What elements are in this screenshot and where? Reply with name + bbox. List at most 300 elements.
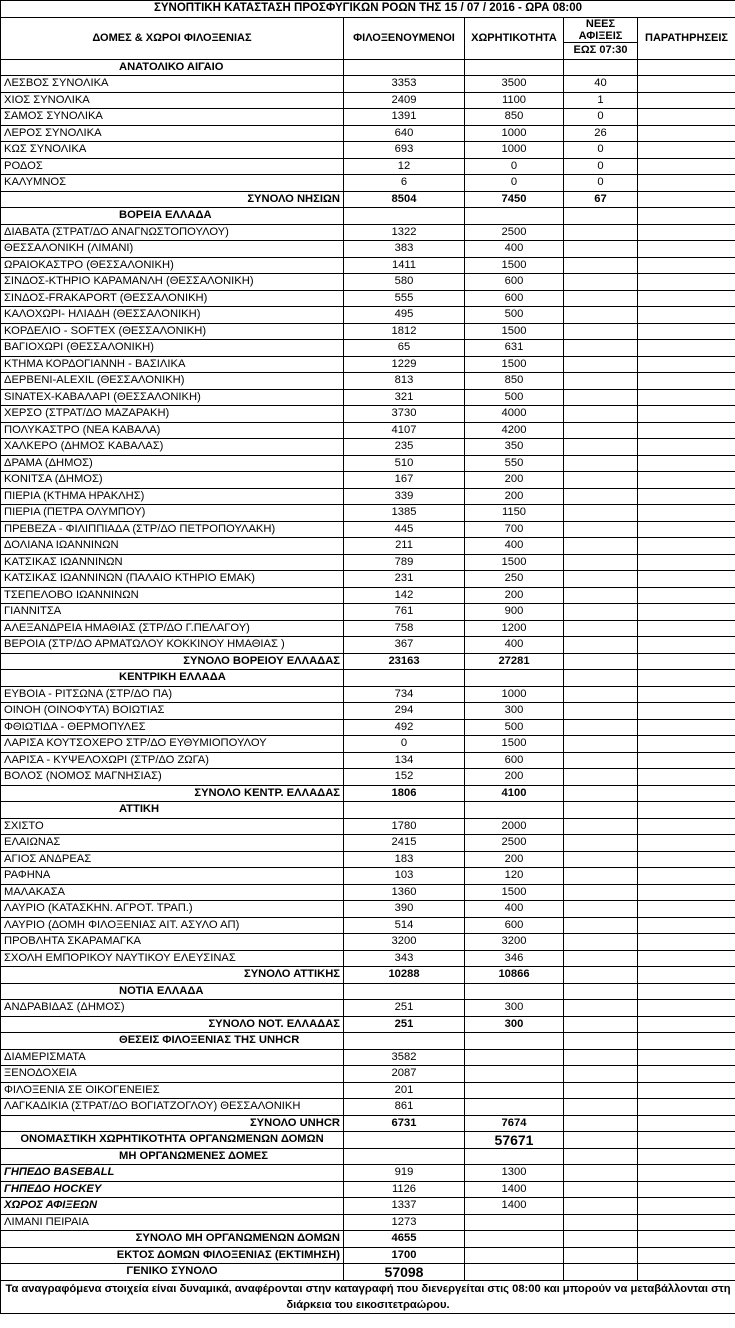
- hosted-value: 3730: [344, 406, 465, 423]
- table-row: [1, 109, 735, 126]
- hosted-value: 251: [344, 1016, 465, 1033]
- table-row: [1, 356, 735, 373]
- structure-name: ΔΕΡΒΕΝΙ-ALEXIL (ΘΕΣΣΑΛΟΝΙΚΗ): [1, 373, 344, 390]
- hosted-value: [344, 670, 465, 687]
- hosted-value: 383: [344, 241, 465, 258]
- structure-name: ΛΕΡΟΣ ΣΥΝΟΛΙΚΑ: [1, 125, 344, 142]
- table-row: [1, 769, 735, 786]
- new-arrivals-value: 1: [564, 92, 638, 109]
- capacity-value: 7450: [465, 191, 564, 208]
- hosted-value: 23163: [344, 653, 465, 670]
- new-arrivals-value: [564, 538, 638, 555]
- table-row: [1, 571, 735, 588]
- capacity-value: 350: [465, 439, 564, 456]
- structure-name: ΠΙΕΡΙΑ (ΠΕΤΡΑ ΟΛΥΜΠΟΥ): [1, 505, 344, 522]
- remarks-value: [638, 538, 735, 555]
- capacity-value: 1500: [465, 257, 564, 274]
- new-arrivals-value: [564, 323, 638, 340]
- table-row: [1, 752, 735, 769]
- structure-name: ΤΣΕΠΕΛΟΒΟ ΙΩΑΝΝΙΝΩΝ: [1, 587, 344, 604]
- hosted-value: 1126: [344, 1181, 465, 1198]
- table-row: [1, 373, 735, 390]
- capacity-value: 300: [465, 703, 564, 720]
- table-row: [1, 818, 735, 835]
- capacity-value: [465, 1231, 564, 1248]
- structure-name: ΠΟΛΥΚΑΣΤΡΟ (ΝΕΑ ΚΑΒΑΛΑ): [1, 422, 344, 439]
- remarks-value: [638, 653, 735, 670]
- hosted-value: [344, 802, 465, 819]
- hosted-value: 367: [344, 637, 465, 654]
- new-arrivals-value: [564, 719, 638, 736]
- remarks-value: [638, 191, 735, 208]
- new-arrivals-value: [564, 472, 638, 489]
- remarks-value: [638, 76, 735, 93]
- remarks-value: [638, 373, 735, 390]
- new-arrivals-value: 0: [564, 109, 638, 126]
- structure-name: ΕΥΒΟΙΑ - ΡΙΤΣΩΝΑ (ΣΤΡ/ΔΟ ΠΑ): [1, 686, 344, 703]
- remarks-value: [638, 175, 735, 192]
- total-row: [1, 967, 735, 984]
- new-arrivals-value: [564, 488, 638, 505]
- hosted-value: 1229: [344, 356, 465, 373]
- remarks-value: [638, 587, 735, 604]
- table-row: [1, 554, 735, 571]
- structure-name: ΣΥΝΟΛΟ ΚΕΝΤΡ. ΕΛΛΑΔΑΣ: [1, 785, 344, 802]
- hosted-value: 492: [344, 719, 465, 736]
- remarks-value: [638, 521, 735, 538]
- capacity-value: [465, 983, 564, 1000]
- hosted-value: 201: [344, 1082, 465, 1099]
- capacity-value: 400: [465, 241, 564, 258]
- new-arrivals-value: [564, 785, 638, 802]
- table-row: [1, 323, 735, 340]
- header-structures: ΔΟΜΕΣ & ΧΩΡΟΙ ΦΙΛΟΞΕΝΙΑΣ: [1, 18, 344, 60]
- remarks-value: [638, 274, 735, 291]
- structure-name: ΜΗ ΟΡΓΑΝΩΜΕΝΕΣ ΔΟΜΕΣ: [1, 1148, 344, 1165]
- remarks-value: [638, 917, 735, 934]
- section-header-row: [1, 1148, 735, 1165]
- title-row: [1, 1, 735, 18]
- remarks-value: [638, 620, 735, 637]
- new-arrivals-value: [564, 340, 638, 357]
- structure-name: ΣΧΟΛΗ ΕΜΠΟΡΙΚΟΥ ΝΑΥΤΙΚΟΥ ΕΛΕΥΣΙΝΑΣ: [1, 950, 344, 967]
- new-arrivals-value: [564, 835, 638, 852]
- capacity-value: 600: [465, 274, 564, 291]
- capacity-value: 200: [465, 488, 564, 505]
- table-row: [1, 274, 735, 291]
- new-arrivals-value: [564, 1181, 638, 1198]
- hosted-value: 510: [344, 455, 465, 472]
- hosted-value: 1780: [344, 818, 465, 835]
- new-arrivals-value: [564, 257, 638, 274]
- capacity-value: [465, 1264, 564, 1281]
- new-arrivals-value: [564, 455, 638, 472]
- hosted-value: 57098: [344, 1264, 465, 1281]
- new-arrivals-value: 67: [564, 191, 638, 208]
- remarks-value: [638, 340, 735, 357]
- capacity-value: 1000: [465, 125, 564, 142]
- table-row: [1, 290, 735, 307]
- structure-name: ΛΑΡΙΣΑ - ΚΥΨΕΛΟΧΩΡΙ (ΣΤΡ/ΔΟ ΖΩΓΑ): [1, 752, 344, 769]
- new-arrivals-value: [564, 917, 638, 934]
- new-arrivals-value: [564, 505, 638, 522]
- remarks-value: [638, 257, 735, 274]
- structure-name: ΛΑΥΡΙΟ (ΚΑΤΑΣΚΗΝ. ΑΓΡΟΤ. ΤΡΑΠ.): [1, 901, 344, 918]
- structure-name: ΕΚΤΟΣ ΔΟΜΩΝ ΦΙΛΟΞΕΝΙΑΣ (ΕΚΤΙΜΗΣΗ): [1, 1247, 344, 1264]
- remarks-value: [638, 208, 735, 225]
- hosted-value: 134: [344, 752, 465, 769]
- new-arrivals-value: [564, 736, 638, 753]
- section-header-row: [1, 670, 735, 687]
- remarks-value: [638, 389, 735, 406]
- capacity-value: [465, 1033, 564, 1050]
- structure-name: ΓΙΑΝΝΙΤΣΑ: [1, 604, 344, 621]
- table-row: [1, 1000, 735, 1017]
- remarks-value: [638, 802, 735, 819]
- table-row: [1, 488, 735, 505]
- remarks-value: [638, 1247, 735, 1264]
- new-arrivals-value: [564, 274, 638, 291]
- structure-name: ΣΥΝΟΛΟ UNHCR: [1, 1115, 344, 1132]
- footer-row: [1, 1280, 735, 1313]
- hosted-value: 1806: [344, 785, 465, 802]
- capacity-value: 4200: [465, 422, 564, 439]
- remarks-value: [638, 488, 735, 505]
- new-arrivals-value: [564, 967, 638, 984]
- structure-name: ΣΧΙΣΤΟ: [1, 818, 344, 835]
- total-row: [1, 1016, 735, 1033]
- new-arrivals-value: [564, 934, 638, 951]
- structure-name: ΣΥΝΟΛΟ ΑΤΤΙΚΗΣ: [1, 967, 344, 984]
- hosted-value: 693: [344, 142, 465, 159]
- section-header-row: [1, 983, 735, 1000]
- new-arrivals-value: [564, 1165, 638, 1182]
- structure-name: ΧΕΡΣΟ (ΣΤΡΑΤ/ΔΟ ΜΑΖΑΡΑΚΗ): [1, 406, 344, 423]
- new-arrivals-value: [564, 389, 638, 406]
- remarks-value: [638, 983, 735, 1000]
- remarks-value: [638, 142, 735, 159]
- remarks-value: [638, 439, 735, 456]
- structure-name: ΛΕΣΒΟΣ ΣΥΝΟΛΙΚΑ: [1, 76, 344, 93]
- capacity-value: 1000: [465, 142, 564, 159]
- table-row: [1, 125, 735, 142]
- structure-name: ΔΡΑΜΑ (ΔΗΜΟΣ): [1, 455, 344, 472]
- structure-name: ΣΥΝΟΛΟ ΒΟΡΕΙΟΥ ΕΛΛΑΔΑΣ: [1, 653, 344, 670]
- remarks-value: [638, 703, 735, 720]
- structure-name: ΔΙΑΒΑΤΑ (ΣΤΡΑΤ/ΔΟ ΑΝΑΓΝΩΣΤΟΠΟΥΛΟΥ): [1, 224, 344, 241]
- remarks-value: [638, 1214, 735, 1231]
- table-row: [1, 1082, 735, 1099]
- structure-name: ΒΑΓΙΟΧΩΡΙ (ΘΕΣΣΑΛΟΝΙΚΗ): [1, 340, 344, 357]
- capacity-value: [465, 1247, 564, 1264]
- hosted-value: 1391: [344, 109, 465, 126]
- new-arrivals-value: [564, 1264, 638, 1281]
- remarks-value: [638, 1132, 735, 1149]
- table-row: [1, 1214, 735, 1231]
- capacity-value: 10866: [465, 967, 564, 984]
- table-row: [1, 521, 735, 538]
- new-arrivals-value: [564, 818, 638, 835]
- hosted-value: 813: [344, 373, 465, 390]
- hosted-value: 235: [344, 439, 465, 456]
- structure-name: ΟΝΟΜΑΣΤΙΚΗ ΧΩΡΗΤΙΚΟΤΗΤΑ ΟΡΓΑΝΩΜΕΝΩΝ ΔΟΜΩΝ: [1, 1132, 344, 1149]
- hosted-value: 10288: [344, 967, 465, 984]
- capacity-value: [465, 802, 564, 819]
- hosted-value: [344, 59, 465, 76]
- table-row: [1, 736, 735, 753]
- hosted-value: 1322: [344, 224, 465, 241]
- capacity-value: 850: [465, 109, 564, 126]
- remarks-value: [638, 323, 735, 340]
- new-arrivals-value: [564, 901, 638, 918]
- capacity-value: 300: [465, 1000, 564, 1017]
- table-row: [1, 1066, 735, 1083]
- new-arrivals-value: [564, 307, 638, 324]
- hosted-value: 231: [344, 571, 465, 588]
- hosted-value: 294: [344, 703, 465, 720]
- capacity-value: 700: [465, 521, 564, 538]
- remarks-value: [638, 1264, 735, 1281]
- table-row: [1, 92, 735, 109]
- hosted-value: 580: [344, 274, 465, 291]
- hosted-value: 3582: [344, 1049, 465, 1066]
- total-row: [1, 1231, 735, 1248]
- hosted-value: 640: [344, 125, 465, 142]
- new-arrivals-value: [564, 1247, 638, 1264]
- section-header-row: [1, 208, 735, 225]
- capacity-value: 27281: [465, 653, 564, 670]
- remarks-value: [638, 158, 735, 175]
- remarks-value: [638, 1033, 735, 1050]
- capacity-value: 200: [465, 587, 564, 604]
- header-remarks: ΠΑΡΑΤΗΡΗΣΕΙΣ: [638, 18, 735, 60]
- new-arrivals-value: [564, 439, 638, 456]
- structure-name: ΚΤΗΜΑ ΚΟΡΔΟΓΙΑΝΝΗ - ΒΑΣΙΛΙΚΑ: [1, 356, 344, 373]
- table-row: [1, 637, 735, 654]
- capacity-value: [465, 59, 564, 76]
- remarks-value: [638, 1148, 735, 1165]
- capacity-value: 600: [465, 290, 564, 307]
- new-arrivals-value: [564, 1000, 638, 1017]
- footer-note: Τα αναγραφόμενα στοιχεία είναι δυναμικά, αναφέρονται στην καταγραφή που διενεργείται στις 08:00 και μπορούν να μεταβάλλονται στη διάρκεια του εικοσιτετραώρου.: [1, 1280, 735, 1313]
- table-row: [1, 389, 735, 406]
- table-row: [1, 587, 735, 604]
- new-arrivals-value: [564, 983, 638, 1000]
- hosted-value: 0: [344, 736, 465, 753]
- remarks-value: [638, 1099, 735, 1116]
- hosted-value: [344, 983, 465, 1000]
- capacity-value: 500: [465, 307, 564, 324]
- hosted-value: 12: [344, 158, 465, 175]
- capacity-value: 400: [465, 637, 564, 654]
- new-arrivals-value: [564, 224, 638, 241]
- hosted-value: 6731: [344, 1115, 465, 1132]
- table-row: [1, 719, 735, 736]
- table-row: [1, 505, 735, 522]
- new-arrivals-value: [564, 1049, 638, 1066]
- capacity-value: 57671: [465, 1132, 564, 1149]
- capacity-value: 1200: [465, 620, 564, 637]
- remarks-value: [638, 571, 735, 588]
- hosted-value: 1360: [344, 884, 465, 901]
- capacity-value: 400: [465, 901, 564, 918]
- structure-name: ΒΟΛΟΣ (ΝΟΜΟΣ ΜΑΓΝΗΣΙΑΣ): [1, 769, 344, 786]
- new-arrivals-value: [564, 1214, 638, 1231]
- remarks-value: [638, 1049, 735, 1066]
- new-arrivals-value: 26: [564, 125, 638, 142]
- table-row: [1, 538, 735, 555]
- structure-name: ΣΥΝΟΛΟ ΝΟΤ. ΕΛΛΑΔΑΣ: [1, 1016, 344, 1033]
- capacity-value: 1150: [465, 505, 564, 522]
- hosted-value: 919: [344, 1165, 465, 1182]
- header-capacity: ΧΩΡΗΤΙΚΟΤΗΤΑ: [465, 18, 564, 60]
- remarks-value: [638, 109, 735, 126]
- structure-name: ΘΕΣΣΑΛΟΝΙΚΗ (ΛΙΜΑΝΙ): [1, 241, 344, 258]
- capacity-value: 600: [465, 752, 564, 769]
- new-arrivals-value: [564, 1082, 638, 1099]
- capacity-value: 1000: [465, 686, 564, 703]
- structure-name: ΦΘΙΩΤΙΔΑ - ΘΕΡΜΟΠΥΛΕΣ: [1, 719, 344, 736]
- capacity-value: 346: [465, 950, 564, 967]
- new-arrivals-value: [564, 950, 638, 967]
- hosted-value: 514: [344, 917, 465, 934]
- total-row: [1, 785, 735, 802]
- remarks-value: [638, 307, 735, 324]
- new-arrivals-value: [564, 1148, 638, 1165]
- new-arrivals-value: [564, 752, 638, 769]
- capacity-value: 2500: [465, 835, 564, 852]
- structure-name: ΡΟΔΟΣ: [1, 158, 344, 175]
- remarks-value: [638, 290, 735, 307]
- remarks-value: [638, 934, 735, 951]
- new-arrivals-value: [564, 670, 638, 687]
- new-arrivals-value: [564, 521, 638, 538]
- capacity-value: 2500: [465, 224, 564, 241]
- new-arrivals-value: [564, 554, 638, 571]
- table-row: [1, 868, 735, 885]
- structure-name: ΓΗΠΕΔΟ HOCKEY: [1, 1181, 344, 1198]
- hosted-value: 2415: [344, 835, 465, 852]
- remarks-value: [638, 868, 735, 885]
- capacity-value: 600: [465, 917, 564, 934]
- hosted-value: 321: [344, 389, 465, 406]
- structure-name: ΛΙΜΑΝΙ ΠΕΙΡΑΙΑ: [1, 1214, 344, 1231]
- remarks-value: [638, 1115, 735, 1132]
- new-arrivals-value: [564, 769, 638, 786]
- capacity-value: 1500: [465, 323, 564, 340]
- remarks-value: [638, 59, 735, 76]
- new-arrivals-value: 40: [564, 76, 638, 93]
- structure-name: ΝΟΤΙΑ ΕΛΛΑΔΑ: [1, 983, 344, 1000]
- structure-name: ΚΑΤΣΙΚΑΣ ΙΩΑΝΝΙΝΩΝ: [1, 554, 344, 571]
- structure-name: ΚΩΣ ΣΥΝΟΛΙΚΑ: [1, 142, 344, 159]
- remarks-value: [638, 901, 735, 918]
- capacity-value: 900: [465, 604, 564, 621]
- section-header-row: [1, 1033, 735, 1050]
- structure-name: ΓΗΠΕΔΟ BASEBALL: [1, 1165, 344, 1182]
- new-arrivals-value: [564, 620, 638, 637]
- structure-name: ΧΑΛΚΕΡΟ (ΔΗΜΟΣ ΚΑΒΑΛΑΣ): [1, 439, 344, 456]
- new-arrivals-value: [564, 604, 638, 621]
- table-row: [1, 76, 735, 93]
- new-arrivals-value: [564, 59, 638, 76]
- structure-name: ΑΛΕΞΑΝΔΡΕΙΑ ΗΜΑΘΙΑΣ (ΣΤΡ/ΔΟ Γ.ΠΕΛΑΓΟΥ): [1, 620, 344, 637]
- hosted-value: 211: [344, 538, 465, 555]
- table-row: [1, 934, 735, 951]
- total-row: [1, 653, 735, 670]
- hosted-value: 2409: [344, 92, 465, 109]
- structure-name: ΔΙΑΜΕΡΙΣΜΑΤΑ: [1, 1049, 344, 1066]
- capacity-value: 1500: [465, 884, 564, 901]
- new-arrivals-value: [564, 373, 638, 390]
- hosted-value: 758: [344, 620, 465, 637]
- remarks-value: [638, 241, 735, 258]
- new-arrivals-value: [564, 851, 638, 868]
- table-row: [1, 901, 735, 918]
- remarks-value: [638, 1000, 735, 1017]
- table-row: [1, 472, 735, 489]
- capacity-value: 1300: [465, 1165, 564, 1182]
- new-arrivals-value: 0: [564, 158, 638, 175]
- capacity-value: [465, 1099, 564, 1116]
- remarks-value: [638, 884, 735, 901]
- table-row: [1, 455, 735, 472]
- remarks-value: [638, 356, 735, 373]
- section-header-row: [1, 59, 735, 76]
- structure-name: ΛΑΡΙΣΑ ΚΟΥΤΣΟΧΕΡΟ ΣΤΡ/ΔΟ ΕΥΘΥΜΙΟΠΟΥΛΟΥ: [1, 736, 344, 753]
- new-arrivals-value: [564, 1066, 638, 1083]
- new-arrivals-value: [564, 1115, 638, 1132]
- table-row: [1, 835, 735, 852]
- structure-name: ΓΕΝΙΚΟ ΣΥΝΟΛΟ: [1, 1264, 344, 1281]
- capacity-value: 3500: [465, 76, 564, 93]
- hosted-value: [344, 1148, 465, 1165]
- capacity-value: 120: [465, 868, 564, 885]
- remarks-value: [638, 554, 735, 571]
- capacity-value: 7674: [465, 1115, 564, 1132]
- header-row: [1, 18, 735, 43]
- hosted-value: 142: [344, 587, 465, 604]
- structure-name: ΕΛΑΙΩΝΑΣ: [1, 835, 344, 852]
- table-row: [1, 340, 735, 357]
- table-row: [1, 686, 735, 703]
- hosted-value: 65: [344, 340, 465, 357]
- remarks-value: [638, 637, 735, 654]
- remarks-value: [638, 950, 735, 967]
- structure-name: ΚΟΡΔΕΛΙΟ - SOFTEX (ΘΕΣΣΑΛΟΝΙΚΗ): [1, 323, 344, 340]
- capacity-value: [465, 670, 564, 687]
- structure-name: ΚΕΝΤΡΙΚΗ ΕΛΛΑΔΑ: [1, 670, 344, 687]
- table-row: [1, 917, 735, 934]
- new-arrivals-value: [564, 802, 638, 819]
- new-arrivals-value: [564, 1198, 638, 1215]
- new-arrivals-value: [564, 406, 638, 423]
- hosted-value: [344, 1132, 465, 1149]
- new-arrivals-value: [564, 1231, 638, 1248]
- remarks-value: [638, 125, 735, 142]
- hosted-value: 734: [344, 686, 465, 703]
- capacity-value: 200: [465, 851, 564, 868]
- header-new-arrivals: ΝΕΕΣ ΑΦΙΞΕΙΣ: [564, 18, 638, 43]
- hosted-value: 152: [344, 769, 465, 786]
- structure-name: ΧΙΟΣ ΣΥΝΟΛΙΚΑ: [1, 92, 344, 109]
- hosted-value: 1411: [344, 257, 465, 274]
- table-row: [1, 257, 735, 274]
- remarks-value: [638, 422, 735, 439]
- capacity-value: 631: [465, 340, 564, 357]
- capacity-value: 1100: [465, 92, 564, 109]
- hosted-value: 339: [344, 488, 465, 505]
